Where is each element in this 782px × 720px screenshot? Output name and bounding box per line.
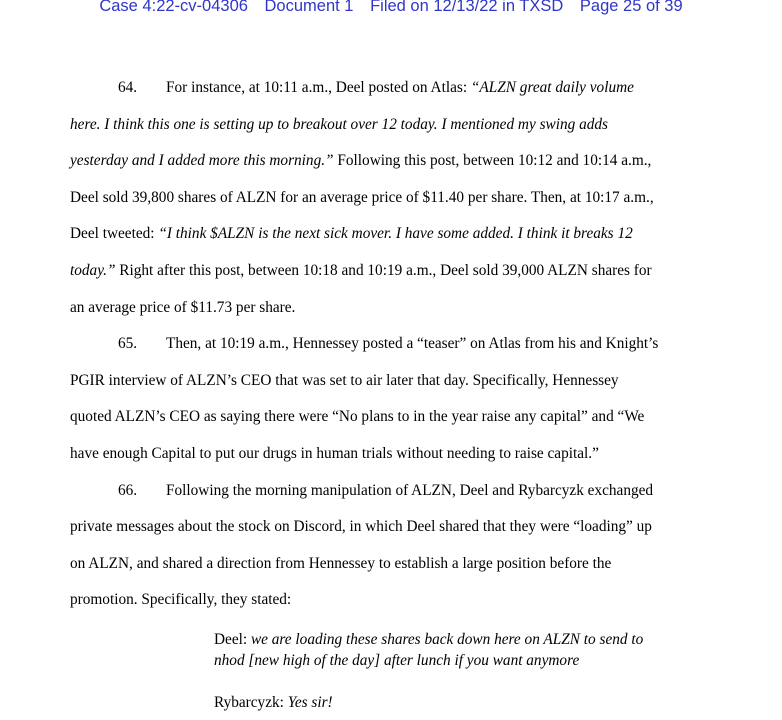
block-quote-line — [214, 630, 643, 650]
quoted-text: today.” — [70, 262, 116, 279]
line-text: promotion. Specifically, they stated: — [70, 591, 292, 609]
line-text: Following the morning manipulation of ALZN, Deel and Rybarcyzk exchanged — [166, 481, 654, 499]
paragraph-line — [70, 517, 652, 537]
case-number: Case 4:22-cv-04306 — [99, 0, 248, 15]
paragraph-line — [70, 224, 633, 244]
line-text: have enough Capital to put our drugs in human trials without needing to raise capital.” — [70, 445, 599, 462]
paragraph-number: 66. — [118, 481, 138, 499]
quote-text: we are loading these shares back down here on ALZN to send to — [250, 631, 644, 648]
filed-date: Filed on 12/13/22 in TXSD — [370, 0, 564, 15]
quote-text: nhod [new high of the day] after lunch if you want anymore — [214, 652, 580, 669]
quote-speaker: Rybarcyzk: — [214, 694, 288, 711]
line-text: Then, at 10:19 a.m., Hennessey posted a “teaser” on Atlas from his and Knight’s — [166, 335, 659, 353]
paragraph-number: 64. — [118, 79, 138, 96]
paragraph-line — [70, 188, 654, 208]
paragraph-line — [70, 407, 644, 427]
document-number: Document 1 — [264, 0, 354, 15]
quoted-text: here. I think this one is setting up to breakout over 12 today. I mentioned my swing adds — [70, 115, 609, 133]
line-text: PGIR interview of ALZN’s CEO that was set to air later that day. Specifically, Hennessey — [70, 371, 619, 389]
line-text: For instance, at 10:11 a.m., Deel posted on Atlas: — [166, 79, 471, 96]
paragraph-line — [70, 590, 291, 610]
line-text: private messages about the stock on Discord, in which Deel shared that they were “loading” up — [70, 518, 652, 536]
line-text: on ALZN, and shared a direction from Hennessey to establish a large position before the — [70, 554, 612, 572]
page-number: Page 25 of 39 — [579, 0, 683, 15]
line-text: Right after this post, between 10:18 and 10:19 a.m., Deel sold 39,000 ALZN shares for — [115, 262, 652, 279]
line-text: Deel tweeted: — [70, 225, 159, 243]
paragraph-line — [70, 298, 295, 318]
quote-speaker: Deel: — [214, 631, 251, 648]
line-text: Deel sold 39,800 shares of ALZN for an average price of $11.40 per share. Then, at 10:17 a.m., — [70, 188, 654, 206]
paragraph-number: 65. — [118, 335, 138, 353]
paragraph-line — [70, 115, 608, 135]
paragraph-line — [70, 444, 599, 464]
block-quote-line — [214, 693, 333, 713]
line-text: Following this post, between 10:12 and 10:14 a.m., — [333, 152, 652, 170]
paragraph-line — [166, 78, 634, 98]
paragraph-line — [70, 261, 652, 281]
line-text: quoted ALZN’s CEO as saying there were “No plans to in the year raise any capital” and “We — [70, 408, 645, 426]
paragraph-line — [70, 371, 619, 391]
line-text: an average price of $11.73 per share. — [70, 298, 296, 316]
paragraph-line — [70, 151, 651, 171]
paragraph-line — [166, 334, 658, 354]
quoted-text: “I think $ALZN is the next sick mover. I have some added. I think it breaks 12 — [158, 225, 633, 243]
quote-text: Yes sir! — [287, 694, 333, 711]
paragraph-line — [166, 481, 653, 501]
quoted-text: “ALZN great daily volume — [470, 79, 634, 96]
paragraph-line — [70, 554, 611, 574]
quoted-text: yesterday and I added more this morning.” — [70, 152, 334, 170]
block-quote-line — [214, 651, 579, 671]
case-header — [0, 0, 782, 16]
